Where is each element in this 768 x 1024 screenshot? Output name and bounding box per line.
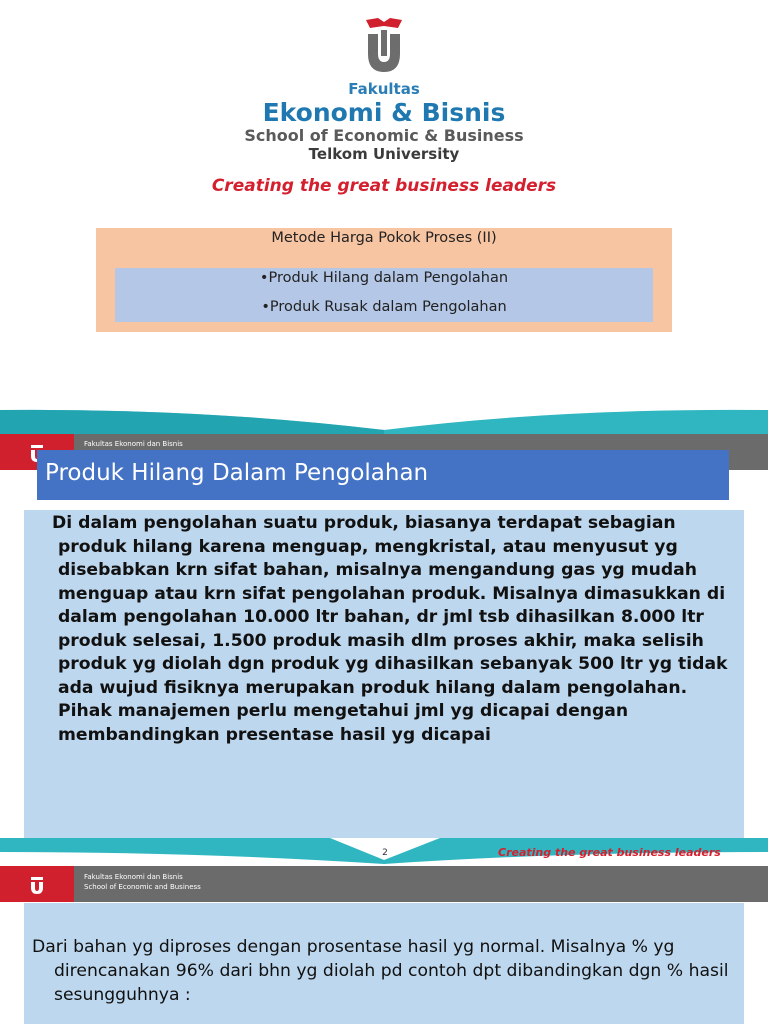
telkom-university-logo [362, 16, 406, 76]
school-name: School of Economic & Business [244, 126, 524, 145]
page-number: 2 [382, 848, 388, 858]
topic-item: •Produk Rusak dalam Pengolahan [261, 299, 507, 315]
slide-body [24, 903, 744, 1024]
header-logo-box [0, 866, 74, 902]
body-paragraph: Di dalam pengolahan suatu produk, biasanya terdapat sebagian produk hilang karena menguap, mengkristal, atau menyusut yg disebabkan krn sifat bahan, misalnya mengandung gas yg mudah menguap atau krn sifat pengolahan produk. Misalnya dimasukkan di dalam pengolahan 10.000 ltr bahan, dr jml tsb dihasilkan 8.000 ltr produk selesai, 1.500 produk masih dlm proses akhir, maka selisih produk yg diolah dgn produk yg dihasilkan sebanyak 500 ltr yg tidak ada wujud fisiknya merupakan produk hilang dalam pengolahan. Pihak manajemen perlu mengetahui jml yg dicapai dengan membandingkan presentase hasil yg dicapai [52, 513, 728, 745]
school-line: School of Economic and Business [84, 883, 201, 891]
footer-tagline: Creating the great business leaders [498, 846, 721, 859]
slide-body [24, 510, 744, 848]
tagline: Creating the great business leaders [211, 176, 557, 196]
body-paragraph: Dari bahan yg diproses dengan prosentase hasil yg normal. Misalnya % yg direncanakan 96% dari bhn yg diolah pd contoh dpt dibandingkan dgn % hasil sesungguhnya : [32, 937, 729, 1005]
header-faculty-label: Fakultas Ekonomi dan Bisnis [84, 440, 183, 448]
faculty-name: Ekonomi & Bisnis [262, 98, 506, 127]
topic-item: •Produk Hilang dalam Pengolahan [259, 270, 509, 286]
slide-title-bar [37, 450, 729, 500]
topic-box [96, 228, 672, 332]
topic-title: Metode Harga Pokok Proses (II) [271, 230, 497, 246]
faculty-label: Fakultas [348, 80, 420, 98]
faculty-line: Fakultas Ekonomi dan Bisnis [84, 873, 183, 881]
slide-title: Produk Hilang Dalam Pengolahan [45, 460, 429, 486]
university-name: Telkom University [308, 145, 460, 163]
header-faculty-label [84, 872, 201, 892]
topic-list [115, 268, 653, 322]
telkom-logo-icon [0, 866, 74, 902]
